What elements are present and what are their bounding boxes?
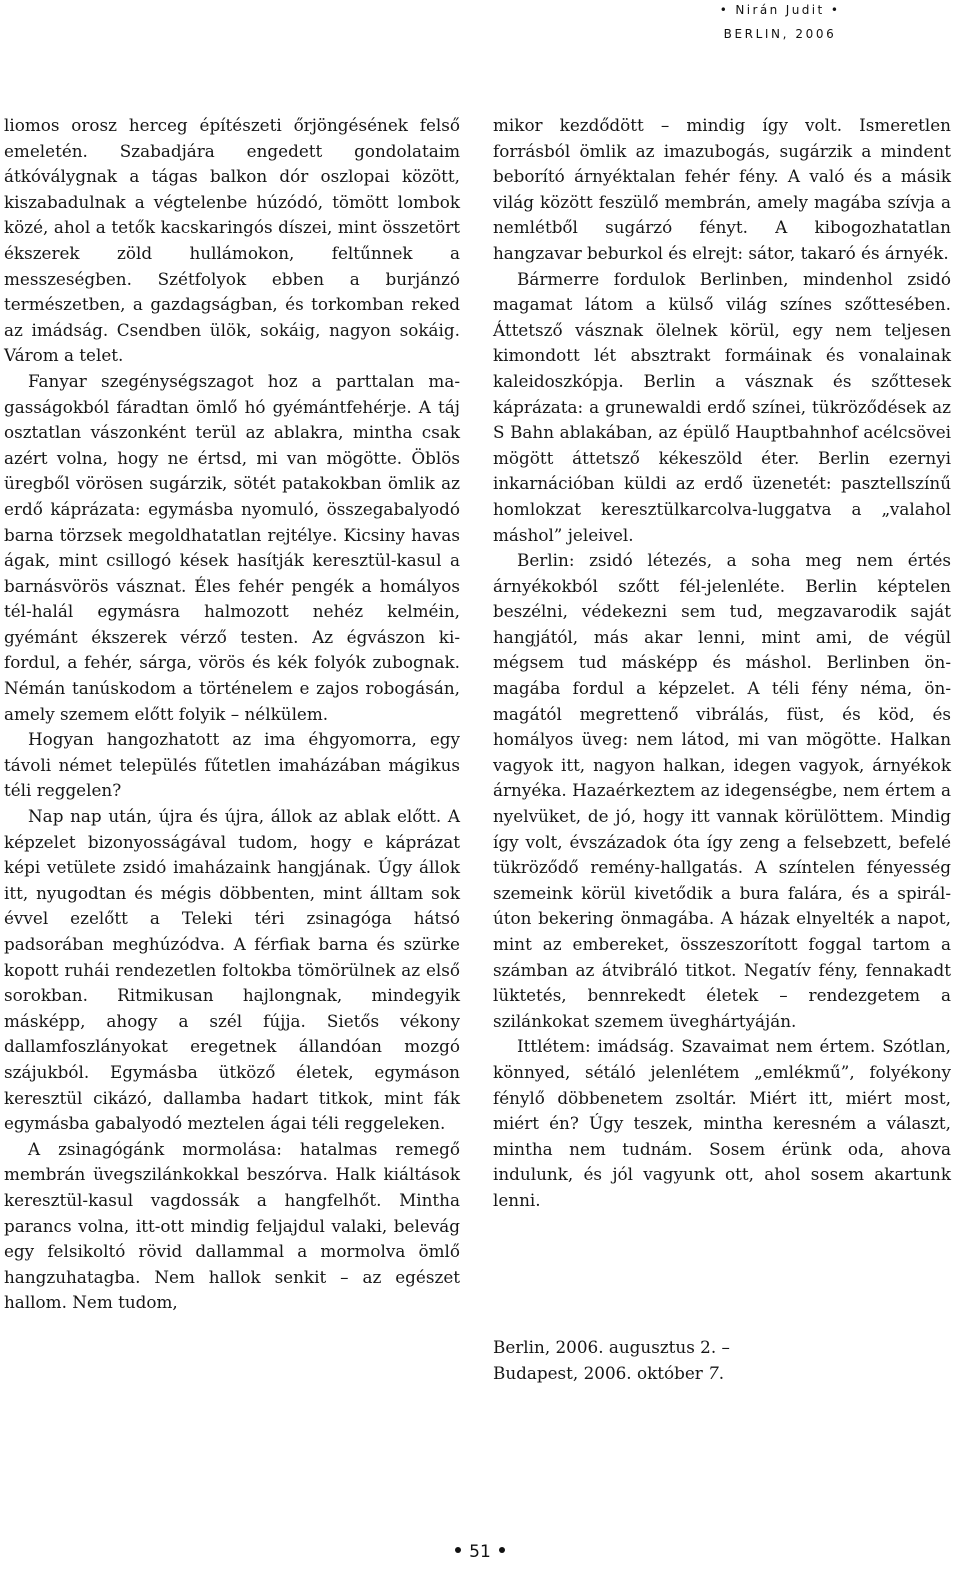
- bullet-icon: [499, 1547, 505, 1553]
- header-author: • Nirán Judit •: [719, 3, 841, 17]
- paragraph: Berlin: zsidó létezés, a soha meg nem értés árnyékokból szőtt fél-jelenléte. Berlin képtelen beszélni, védekezni sem tud, megzavarodik saját hangjától, más akar lenni, mint ami, de végül mégsem tud másképp és máshol. Berlinben önmagába fordul a képzelet. A téli fény néma, önmagától megrettenő vibrálás, füst, és köd, és homályos üveg: nem látod, mi van mögötte. Halkan vagyok itt, nagyon halkan, idegen vagyok, árnyékok árnyéka. Hazaérkeztem az idegenségbe, nem értem a nyelvüket, de jó, hogy itt vannak körülöttem. Mindig így volt, évszázadok óta így zeng a felsebzett, befelé tükröződő remény-hallgatás. A színtelen fényesség szemeink körül kivetődik a bura falára, és a spirálúton bekering önmagába. A házak elnyelték a napot, mint az embereket, összeszorított foggal tartom a számban az átvibráló titkot. Negatív fény, fennakadt lüktetés, bennrekedt életek – rendezgetem a szilánkokat szemem üveghártyáján.: [493, 550, 951, 1031]
- dateline-line-2-text: Budapest, 2006. október: [493, 1362, 709, 1383]
- dateline-line-1: Berlin, 2006. augusztus 2. –: [493, 1337, 730, 1357]
- dateline: [493, 1335, 913, 1386]
- paragraph: Bármerre fordulok Berlinben, mindenhol zsidó magamat látom a külső világ színes szőttesében. Áttetsző vásznak ölelnek körül, egy nem teljesen kimondott lét absztrakt formáinak és vonalainak kaleidoszkópja. Berlin a vásznak és szőttesek káprázata: a grunewaldi erdő színei, tükröződések az S Bahn ablakában, az épülő Hauptbahnhof acélcsövei mögött áttetsző kékeszöld éter. Berlin ezernyi inkarnációban küldi az erdő üzenetét: pasztellszínű homlokzat keresztülkarcolva-luggatva a „valahol máshol” jeleivel.: [493, 268, 951, 545]
- paragraph: Nap nap után, újra és újra, állok az ablak előtt. A képzelet bizonyosságával tudom, hogy e káprázat képi vetülete zsidó imaházaink hangjának. Úgy állok itt, nyugodtan és mégis döbbenten, mint álltam sok évvel ezelőtt a Teleki téri zsinagóga hátsó padsorában meghúzódva. A férfiak barna és szürke kopott ruhái rendezetlen foltokba tömörülnek az első sorokban. Ritmikusan hajlongnak, mindegyik másképp, ahogy a szél fújja. Sietős vékony dallamfoszlányokat eregetnek állandóan mozgó szájukból. Egymásba ütköző életek, egymáson keresztül cikázó, dallamba hadart titkok, mint fák egymásba gabalyodó meztelen ágai téli reggeleken.: [4, 806, 460, 1134]
- left-column: [4, 113, 460, 1316]
- dateline-line-2-end: .: [718, 1362, 725, 1383]
- running-header: [630, 0, 930, 41]
- paragraph: Ittlétem: imádság. Szavaimat nem értem. Szótlan, könnyed, sétáló jelenlétem „emlékmű”, folyékony fénylő döbbenetem zsoltár. Miért itt, miért most, miért én? Úgy teszek, mintha keresném a választ, mintha nem tudnám. Sosem érünk oda, ahova indulunk, és jól vagyunk ott, ahol sosem akartunk lenni.: [493, 1036, 951, 1210]
- paragraph: Hogyan hangozhatott az ima éhgyomorra, egy távoli német település fűtetlen imaházában mágikus téli reggelen?: [4, 729, 460, 801]
- dateline-line-2: [493, 1361, 913, 1387]
- paragraph: mikor kezdődött – mindig így volt. Ismeretlen forrásból ömlik az imazubogás, sugárzik a mindent beborító árnyéktalan fehér fény. A való és a másik világ között feszülő membrán, amely magába szívja a nemlétből sugárzó fényt. A kibogozhatatlan hangzavar beburkol és elrejt: sátor, takaró és árnyék.: [493, 115, 951, 263]
- dateline-line-2-italic: 7: [708, 1362, 719, 1383]
- bullet-icon: [455, 1547, 461, 1553]
- page-footer: [0, 1542, 960, 1562]
- paragraph: Fanyar szegénységszagot hoz a parttalan magasságokból fáradtan ömlő hó gyémántfehérje. A táj osztatlan vászonként terül az ablakra, mintha csak azért volna, hogy ne értsd, mi van mögötte. Öblös üregből vörösen sugárzik, sötét patakokban ömlik az erdő káprázata: egymásba nyomuló, összegabalyodó barna törzsek megoldhatatlan rejtélye. Kicsiny havas ágak, mint csillogó kések hasítják keresztül-kasul a barnásvörös vásznat. Éles fehér pengék a homályos tél-halál egymásra halmozott nehéz kelméin, gyémánt ékszerek vérző testen. Az égvászon kifordul, a fehér, sárga, vörös és kék folyók zubognak. Némán tanúskodom a történelem e zajos robogásán, amely szemem előtt folyik – nélkülem.: [4, 370, 460, 724]
- right-column: [493, 113, 951, 1214]
- paragraph: liomos orosz herceg építészeti őrjöngésének felső emeletén. Szabadjára engedett gondolataim átkóválygnak a tágas balkon dór oszlopai között, kiszabadulnak a végtelenbe húzódó, tömött lombok közé, ahol a tetők kacskaringós díszei, mint összetört ékszerek zöld hullámokon, feltűnnek a messzeségben. Szétfolyok ebben a burjánzó természetben, a gazdagságban, és torkomban reked az imádság. Csendben ülök, sokáig, nagyon sokáig. Várom a telet.: [4, 115, 460, 366]
- header-place: BERLIN, 2006: [723, 27, 837, 41]
- paragraph: A zsinagógánk mormolása: hatalmas remegő membrán üvegszilánkokkal beszórva. Halk kiáltások keresztül-kasul vagdossák a hangfelhőt. Mintha parancs volna, itt-ott mindig feljajdul valaki, belevág egy felsikoltó rövid dallammal a mormolva ömlő hangzuhatagba. Nem hallok senkit – az egészet hallom. Nem tudom,: [4, 1138, 460, 1313]
- page-number: 51: [469, 1542, 491, 1562]
